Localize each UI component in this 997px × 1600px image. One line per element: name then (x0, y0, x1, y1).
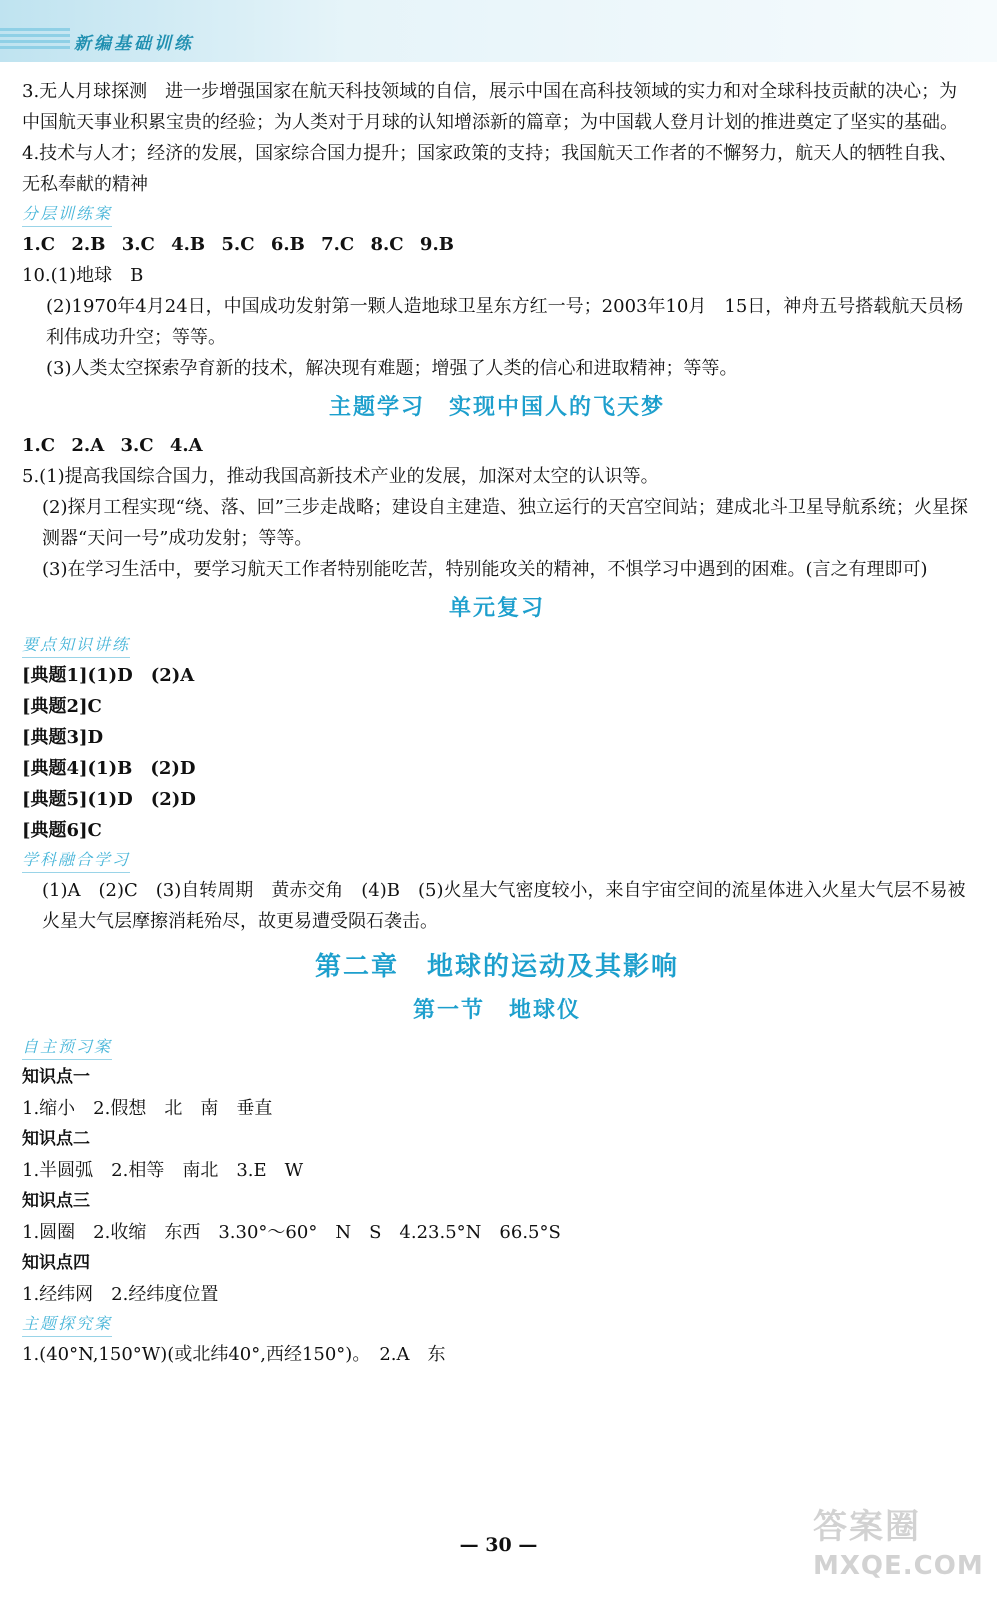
answer-q5-1: 5.(1)提高我国综合国力，推动我国高新技术产业的发展，加深对太空的认识等。 (22, 466, 659, 487)
answer-q4: 4.技术与人才；经济的发展，国家综合国力提升；国家政策的支持；我国航天工作者的不懈努力，航天人的牺牲自我、无私奉献的精神 (22, 143, 958, 195)
explore-answers: 1.(40°N,150°W)(或北纬40°,西经150°)。 2.A 东 (22, 1344, 446, 1365)
section-tag-explore: 主题探究案 (22, 1312, 112, 1337)
header-stripes (0, 28, 70, 52)
fusion-answers: (1)A (2)C (3)自转周期 黄赤交角 (4)B (5)火星大气密度较小，来自宇宙空间的流星体进入火星大气层不易被火星大气层摩擦消耗殆尽，故更易遭受陨石袭击。 (42, 880, 966, 932)
section-title-theme: 主题学习 实现中国人的飞天梦 (328, 394, 665, 420)
mc-answer: 3.C (121, 234, 155, 255)
section-title-globe: 第一节 地球仪 (412, 997, 581, 1023)
mc-answers-2 (22, 430, 972, 461)
mc-answer: 4.B (171, 234, 206, 255)
mc-answer: 4.A (169, 435, 203, 456)
section-tag-layered-training: 分层训练案 (22, 202, 112, 227)
answer-q5-2: (2)探月工程实现“绕、落、回”三步走战略；建设自主建造、独立运行的天宫空间站；建成北斗卫星导航系统；火星探测器“天问一号”成功发射；等等。 (42, 497, 968, 549)
answer-q10-3: (3)人类太空探索孕育新的技术，解决现有难题；增强了人类的信心和进取精神；等等。 (46, 358, 738, 379)
typical-question: [典题4](1)B (2)D (22, 758, 196, 779)
knowledge-point-heading: 知识点二 (22, 1129, 90, 1149)
mc-answer: 1.C (22, 435, 56, 456)
typical-question: [典题1](1)D (2)A (22, 665, 195, 686)
knowledge-point-answers: 1.经纬网 2.经纬度位置 (22, 1284, 219, 1305)
mc-answer: 2.B (71, 234, 106, 255)
mc-answer: 3.C (120, 435, 154, 456)
answer-q10-1: 10.(1)地球 B (22, 265, 144, 286)
knowledge-point-answers: 1.半圆弧 2.相等 南北 3.E W (22, 1160, 304, 1181)
page-content (22, 76, 972, 1370)
mc-answer: 5.C (221, 234, 255, 255)
knowledge-point-heading: 知识点三 (22, 1191, 90, 1211)
page-number: — 30 — (459, 1534, 538, 1556)
watermark-text: 答案圈 (813, 1507, 921, 1547)
page-header (0, 0, 997, 62)
answer-q5-3: (3)在学习生活中，要学习航天工作者特别能吃苦，特别能攻关的精神，不惧学习中遇到的困难。(言之有理即可) (42, 559, 928, 580)
knowledge-point-answers: 1.缩小 2.假想 北 南 垂直 (22, 1098, 273, 1119)
mc-answer: 7.C (321, 234, 355, 255)
mc-answer: 1.C (22, 234, 56, 255)
answer-q10-2: (2)1970年4月24日，中国成功发射第一颗人造地球卫星东方红一号；2003年10月 15日，神舟五号搭载航天员杨利伟成功升空；等等。 (46, 296, 964, 348)
header-title: 新编基础训练 (74, 34, 194, 54)
mc-answer: 6.B (270, 234, 305, 255)
answer-q3: 3.无人月球探测 进一步增强国家在航天科技领域的自信，展示中国在高科技领域的实力和对全球科技贡献的决心；为中国航天事业积累宝贵的经验；为人类对于月球的认知增添新的篇章；为中国载人登月计划的推进奠定了坚实的基础。 (22, 81, 958, 133)
watermark-url: MXQE.COM (813, 1551, 984, 1581)
typical-question: [典题3]D (22, 727, 104, 748)
mc-answer: 8.C (370, 234, 404, 255)
knowledge-point-heading: 知识点一 (22, 1067, 90, 1087)
section-tag-preview: 自主预习案 (22, 1035, 112, 1060)
section-tag-key-points: 要点知识讲练 (22, 633, 130, 658)
mc-answers-1 (22, 229, 972, 260)
typical-question: [典题5](1)D (2)D (22, 789, 196, 810)
chapter-title: 第二章 地球的运动及其影响 (314, 952, 679, 982)
section-tag-fusion: 学科融合学习 (22, 848, 130, 873)
watermark-logo (813, 1505, 984, 1591)
mc-answer: 2.A (71, 435, 105, 456)
section-title-review: 单元复习 (448, 595, 545, 621)
typical-question: [典题6]C (22, 820, 102, 841)
mc-answer: 9.B (419, 234, 454, 255)
typical-question: [典题2]C (22, 696, 102, 717)
knowledge-point-answers: 1.圆圈 2.收缩 东西 3.30°～60° N S 4.23.5°N 66.5°S (22, 1222, 561, 1243)
knowledge-point-heading: 知识点四 (22, 1253, 90, 1273)
